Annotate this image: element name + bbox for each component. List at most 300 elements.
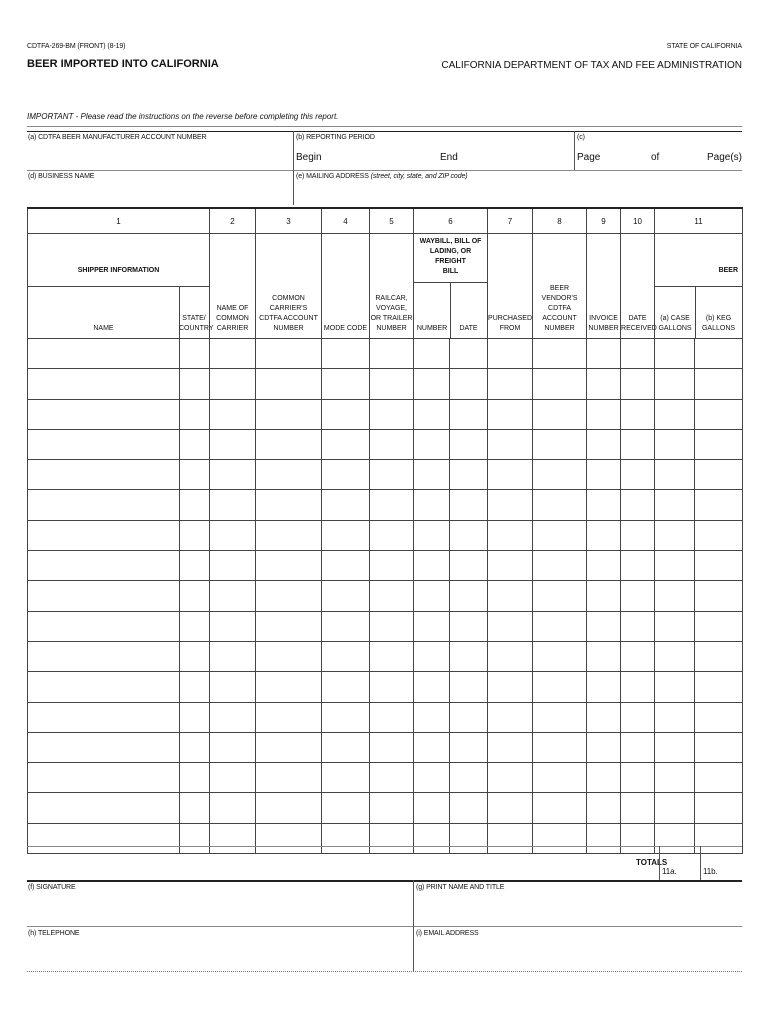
carrier-account-cell[interactable] bbox=[256, 672, 322, 702]
date-received-cell[interactable] bbox=[621, 611, 655, 641]
mailing-address-label bbox=[296, 173, 468, 180]
signature-label: (f) SIGNATURE bbox=[28, 884, 76, 891]
mode-code-cell[interactable] bbox=[322, 369, 370, 399]
carrier-account-cell[interactable] bbox=[256, 551, 322, 581]
waybill-number-cell[interactable] bbox=[414, 429, 450, 459]
state-country-cell[interactable] bbox=[180, 369, 210, 399]
railcar-header-line: OR TRAILER bbox=[370, 315, 413, 322]
purchased-from-cell[interactable] bbox=[488, 490, 533, 520]
date-received-cell[interactable] bbox=[621, 429, 655, 459]
railcar-cell[interactable] bbox=[370, 641, 414, 671]
name-cell[interactable] bbox=[28, 702, 180, 732]
state-country-cell[interactable] bbox=[180, 339, 210, 369]
purchased-from-cell[interactable] bbox=[488, 551, 533, 581]
invoice-number-cell[interactable] bbox=[587, 429, 621, 459]
purchased-from-cell[interactable] bbox=[488, 460, 533, 490]
waybill-number-cell[interactable] bbox=[414, 823, 450, 853]
case-gallons-cell[interactable] bbox=[655, 520, 695, 550]
date-received-cell[interactable] bbox=[621, 551, 655, 581]
carrier-account-header-line: COMMON CARRIER'S bbox=[269, 295, 308, 312]
waybill-number-cell[interactable] bbox=[414, 399, 450, 429]
state-country-header-line: STATE/ bbox=[182, 315, 206, 322]
waybill-number-cell[interactable] bbox=[414, 460, 450, 490]
mode-code-cell[interactable] bbox=[322, 823, 370, 853]
keg-gallons-cell[interactable] bbox=[695, 399, 743, 429]
carrier-name-cell[interactable] bbox=[210, 581, 256, 611]
print-name-field[interactable] bbox=[416, 894, 740, 924]
case-gallons-cell[interactable] bbox=[655, 490, 695, 520]
waybill-date-cell[interactable] bbox=[450, 702, 488, 732]
waybill-date-cell[interactable] bbox=[450, 732, 488, 762]
carrier-name-header-line: NAME OF bbox=[216, 305, 249, 312]
state-country-cell[interactable] bbox=[180, 551, 210, 581]
keg-gallons-cell[interactable] bbox=[695, 611, 743, 641]
carrier-account-cell[interactable] bbox=[256, 581, 322, 611]
waybill-number-cell[interactable] bbox=[414, 641, 450, 671]
table-row bbox=[28, 399, 743, 429]
waybill-date-cell[interactable] bbox=[450, 551, 488, 581]
totals-label: TOTALS bbox=[636, 858, 668, 867]
carrier-account-cell[interactable] bbox=[256, 490, 322, 520]
waybill-number-cell[interactable] bbox=[414, 732, 450, 762]
waybill-number-cell[interactable] bbox=[414, 581, 450, 611]
waybill-date-cell[interactable] bbox=[450, 793, 488, 823]
carrier-account-cell[interactable] bbox=[256, 793, 322, 823]
table-row bbox=[28, 369, 743, 399]
invoice-number-cell[interactable] bbox=[587, 763, 621, 793]
carrier-name-cell[interactable] bbox=[210, 702, 256, 732]
purchased-from-cell[interactable] bbox=[488, 732, 533, 762]
mode-code-cell[interactable] bbox=[322, 429, 370, 459]
case-gallons-cell[interactable] bbox=[655, 611, 695, 641]
waybill-date-cell[interactable] bbox=[450, 429, 488, 459]
case-gallons-cell[interactable] bbox=[655, 702, 695, 732]
waybill-number-cell[interactable] bbox=[414, 611, 450, 641]
waybill-date-cell[interactable] bbox=[450, 460, 488, 490]
carrier-name-cell[interactable] bbox=[210, 339, 256, 369]
date-received-cell[interactable] bbox=[621, 339, 655, 369]
name-cell[interactable] bbox=[28, 611, 180, 641]
page-number-field[interactable] bbox=[600, 148, 645, 166]
invoice-number-cell[interactable] bbox=[587, 520, 621, 550]
carrier-name-header bbox=[210, 234, 256, 339]
mode-code-cell[interactable] bbox=[322, 702, 370, 732]
name-cell[interactable] bbox=[28, 429, 180, 459]
name-cell[interactable] bbox=[28, 490, 180, 520]
keg-gallons-cell[interactable] bbox=[695, 581, 743, 611]
carrier-name-cell[interactable] bbox=[210, 460, 256, 490]
name-cell[interactable] bbox=[28, 672, 180, 702]
carrier-name-cell[interactable] bbox=[210, 793, 256, 823]
invoice-number-cell[interactable] bbox=[587, 369, 621, 399]
purchased-from-cell[interactable] bbox=[488, 611, 533, 641]
waybill-number-cell[interactable] bbox=[414, 520, 450, 550]
name-cell[interactable] bbox=[28, 339, 180, 369]
signature-field[interactable] bbox=[28, 894, 410, 924]
state-country-cell[interactable] bbox=[180, 429, 210, 459]
carrier-account-cell[interactable] bbox=[256, 399, 322, 429]
col-number: 5 bbox=[370, 208, 414, 234]
carrier-name-cell[interactable] bbox=[210, 369, 256, 399]
col-number: 1 bbox=[28, 208, 210, 234]
email-field[interactable] bbox=[416, 940, 740, 969]
state-country-cell[interactable] bbox=[180, 520, 210, 550]
case-gallons-cell[interactable] bbox=[655, 641, 695, 671]
col-number: 4 bbox=[322, 208, 370, 234]
total-pages-field[interactable] bbox=[663, 148, 703, 166]
vendor-account-cell[interactable] bbox=[533, 490, 587, 520]
carrier-account-cell[interactable] bbox=[256, 520, 322, 550]
keg-gallons-cell[interactable] bbox=[695, 763, 743, 793]
waybill-title-line: LADING, OR FREIGHT bbox=[429, 248, 472, 265]
vendor-account-cell[interactable] bbox=[533, 732, 587, 762]
mode-code-cell[interactable] bbox=[322, 551, 370, 581]
table-row bbox=[28, 520, 743, 550]
carrier-account-cell[interactable] bbox=[256, 369, 322, 399]
date-received-cell[interactable] bbox=[621, 823, 655, 853]
invoice-number-cell[interactable] bbox=[587, 823, 621, 853]
total-keg-gallons-field[interactable] bbox=[702, 848, 740, 878]
invoice-number-cell[interactable] bbox=[587, 641, 621, 671]
table-row bbox=[28, 763, 743, 793]
divider bbox=[659, 846, 660, 880]
state-country-cell[interactable] bbox=[180, 460, 210, 490]
case-gallons-cell[interactable] bbox=[655, 581, 695, 611]
carrier-account-cell[interactable] bbox=[256, 641, 322, 671]
mailing-address-field[interactable] bbox=[296, 182, 740, 204]
mode-code-cell[interactable] bbox=[322, 339, 370, 369]
carrier-account-cell[interactable] bbox=[256, 823, 322, 853]
vendor-account-cell[interactable] bbox=[533, 672, 587, 702]
name-cell[interactable] bbox=[28, 763, 180, 793]
case-gallons-cell[interactable] bbox=[655, 732, 695, 762]
vendor-account-cell[interactable] bbox=[533, 399, 587, 429]
end-field[interactable] bbox=[462, 148, 567, 166]
account-number-label: (a) CDTFA BEER MANUFACTURER ACCOUNT NUMBER bbox=[28, 134, 207, 141]
page-label: Page bbox=[577, 152, 601, 163]
page-count-label: (c) bbox=[577, 134, 585, 141]
of-label: of bbox=[651, 152, 660, 163]
railcar-cell[interactable] bbox=[370, 399, 414, 429]
table-row bbox=[28, 490, 743, 520]
waybill-date-cell[interactable] bbox=[450, 520, 488, 550]
purchased-from-cell[interactable] bbox=[488, 429, 533, 459]
carrier-account-header-line: NUMBER bbox=[273, 325, 304, 332]
vendor-account-cell[interactable] bbox=[533, 460, 587, 490]
name-cell[interactable] bbox=[28, 641, 180, 671]
column-number-row bbox=[28, 208, 743, 234]
vendor-account-cell[interactable] bbox=[533, 520, 587, 550]
name-cell[interactable] bbox=[28, 460, 180, 490]
vendor-account-header bbox=[533, 234, 587, 339]
waybill-number-cell[interactable] bbox=[414, 702, 450, 732]
invoice-number-cell[interactable] bbox=[587, 490, 621, 520]
waybill-number-cell[interactable] bbox=[414, 339, 450, 369]
state-country-cell[interactable] bbox=[180, 490, 210, 520]
invoice-number-cell[interactable] bbox=[587, 672, 621, 702]
waybill-date-cell[interactable] bbox=[450, 611, 488, 641]
vendor-account-cell[interactable] bbox=[533, 641, 587, 671]
railcar-cell[interactable] bbox=[370, 460, 414, 490]
waybill-number-cell[interactable] bbox=[414, 672, 450, 702]
railcar-cell[interactable] bbox=[370, 490, 414, 520]
mode-code-cell[interactable] bbox=[322, 763, 370, 793]
railcar-cell[interactable] bbox=[370, 823, 414, 853]
vendor-account-cell[interactable] bbox=[533, 339, 587, 369]
carrier-name-cell[interactable] bbox=[210, 732, 256, 762]
waybill-date-cell[interactable] bbox=[450, 339, 488, 369]
railcar-cell[interactable] bbox=[370, 763, 414, 793]
col-number: 2 bbox=[210, 208, 256, 234]
purchased-from-cell[interactable] bbox=[488, 520, 533, 550]
state-country-cell[interactable] bbox=[180, 702, 210, 732]
mode-code-cell[interactable] bbox=[322, 732, 370, 762]
date-received-cell[interactable] bbox=[621, 369, 655, 399]
keg-gallons-cell[interactable] bbox=[695, 429, 743, 459]
form-code: CDTFA-269-BM (FRONT) (8-19) bbox=[27, 43, 126, 50]
keg-gallons-cell[interactable] bbox=[695, 641, 743, 671]
state-country-cell[interactable] bbox=[180, 399, 210, 429]
case-gallons-cell[interactable] bbox=[655, 460, 695, 490]
carrier-account-cell[interactable] bbox=[256, 763, 322, 793]
waybill-number-cell[interactable] bbox=[414, 793, 450, 823]
carrier-name-cell[interactable] bbox=[210, 490, 256, 520]
railcar-cell[interactable] bbox=[370, 732, 414, 762]
vendor-account-cell[interactable] bbox=[533, 611, 587, 641]
carrier-name-cell[interactable] bbox=[210, 520, 256, 550]
begin-label: Begin bbox=[296, 152, 322, 163]
carrier-name-cell[interactable] bbox=[210, 611, 256, 641]
purchased-from-cell[interactable] bbox=[488, 763, 533, 793]
railcar-cell[interactable] bbox=[370, 369, 414, 399]
vendor-account-cell[interactable] bbox=[533, 369, 587, 399]
col-number: 11 bbox=[655, 208, 743, 234]
railcar-cell[interactable] bbox=[370, 672, 414, 702]
waybill-date-cell[interactable] bbox=[450, 763, 488, 793]
purchased-from-cell[interactable] bbox=[488, 399, 533, 429]
table-row bbox=[28, 551, 743, 581]
keg-gallons-cell[interactable] bbox=[695, 732, 743, 762]
invoice-number-cell[interactable] bbox=[587, 399, 621, 429]
purchased-from-cell[interactable] bbox=[488, 793, 533, 823]
waybill-number-cell[interactable] bbox=[414, 551, 450, 581]
name-header: NAME bbox=[93, 325, 114, 332]
state-country-cell[interactable] bbox=[180, 611, 210, 641]
purchased-from-header-line: FROM bbox=[499, 325, 521, 332]
case-gallons-header-line: (a) CASE bbox=[660, 315, 690, 322]
case-gallons-cell[interactable] bbox=[655, 763, 695, 793]
date-received-cell[interactable] bbox=[621, 490, 655, 520]
date-received-cell[interactable] bbox=[621, 399, 655, 429]
invoice-number-cell[interactable] bbox=[587, 732, 621, 762]
mode-code-cell[interactable] bbox=[322, 581, 370, 611]
state-country-cell[interactable] bbox=[180, 581, 210, 611]
carrier-name-cell[interactable] bbox=[210, 672, 256, 702]
keg-gallons-cell[interactable] bbox=[695, 551, 743, 581]
state-country-cell[interactable] bbox=[180, 823, 210, 853]
waybill-date-cell[interactable] bbox=[450, 490, 488, 520]
account-number-field[interactable] bbox=[28, 142, 290, 168]
case-gallons-cell[interactable] bbox=[655, 793, 695, 823]
mode-code-cell[interactable] bbox=[322, 672, 370, 702]
waybill-number-cell[interactable] bbox=[414, 490, 450, 520]
keg-gallons-cell[interactable] bbox=[695, 793, 743, 823]
vendor-account-cell[interactable] bbox=[533, 793, 587, 823]
date-received-cell[interactable] bbox=[621, 672, 655, 702]
keg-gallons-header-line: (b) KEG bbox=[705, 315, 732, 322]
invoice-number-cell[interactable] bbox=[587, 551, 621, 581]
invoice-number-cell[interactable] bbox=[587, 611, 621, 641]
state-country-cell[interactable] bbox=[180, 763, 210, 793]
table-row bbox=[28, 641, 743, 671]
carrier-account-cell[interactable] bbox=[256, 460, 322, 490]
carrier-name-cell[interactable] bbox=[210, 399, 256, 429]
railcar-cell[interactable] bbox=[370, 551, 414, 581]
carrier-name-cell[interactable] bbox=[210, 429, 256, 459]
waybill-title bbox=[414, 237, 487, 277]
carrier-name-cell[interactable] bbox=[210, 551, 256, 581]
railcar-cell[interactable] bbox=[370, 339, 414, 369]
case-gallons-cell[interactable] bbox=[655, 429, 695, 459]
date-received-cell[interactable] bbox=[621, 460, 655, 490]
keg-gallons-cell[interactable] bbox=[695, 672, 743, 702]
waybill-date-cell[interactable] bbox=[450, 641, 488, 671]
keg-gallons-cell[interactable] bbox=[695, 490, 743, 520]
state-country-cell[interactable] bbox=[180, 641, 210, 671]
keg-gallons-cell[interactable] bbox=[695, 702, 743, 732]
invoice-number-header bbox=[587, 234, 621, 339]
invoice-number-cell[interactable] bbox=[587, 793, 621, 823]
case-gallons-cell[interactable] bbox=[655, 551, 695, 581]
mode-code-cell[interactable] bbox=[322, 490, 370, 520]
purchased-from-cell[interactable] bbox=[488, 369, 533, 399]
waybill-number-cell[interactable] bbox=[414, 369, 450, 399]
case-gallons-cell[interactable] bbox=[655, 399, 695, 429]
name-cell[interactable] bbox=[28, 551, 180, 581]
railcar-cell[interactable] bbox=[370, 793, 414, 823]
mode-code-cell[interactable] bbox=[322, 399, 370, 429]
name-cell[interactable] bbox=[28, 581, 180, 611]
vendor-account-cell[interactable] bbox=[533, 763, 587, 793]
mode-code-cell[interactable] bbox=[322, 611, 370, 641]
case-gallons-cell[interactable] bbox=[655, 672, 695, 702]
purchased-from-cell[interactable] bbox=[488, 823, 533, 853]
begin-field[interactable] bbox=[330, 148, 430, 166]
carrier-name-cell[interactable] bbox=[210, 823, 256, 853]
name-cell[interactable] bbox=[28, 369, 180, 399]
mode-code-cell[interactable] bbox=[322, 793, 370, 823]
name-cell[interactable] bbox=[28, 793, 180, 823]
total-case-gallons-field[interactable] bbox=[661, 848, 699, 878]
vendor-account-cell[interactable] bbox=[533, 702, 587, 732]
carrier-account-cell[interactable] bbox=[256, 611, 322, 641]
waybill-date-header: DATE bbox=[459, 325, 478, 332]
date-received-cell[interactable] bbox=[621, 520, 655, 550]
mode-code-cell[interactable] bbox=[322, 520, 370, 550]
waybill-date-cell[interactable] bbox=[450, 672, 488, 702]
keg-gallons-header bbox=[695, 314, 742, 334]
date-received-cell[interactable] bbox=[621, 702, 655, 732]
purchased-from-cell[interactable] bbox=[488, 581, 533, 611]
carrier-account-cell[interactable] bbox=[256, 339, 322, 369]
date-received-cell[interactable] bbox=[621, 763, 655, 793]
keg-gallons-cell[interactable] bbox=[695, 339, 743, 369]
keg-gallons-cell[interactable] bbox=[695, 520, 743, 550]
case-gallons-cell[interactable] bbox=[655, 339, 695, 369]
purchased-from-cell[interactable] bbox=[488, 672, 533, 702]
vendor-account-cell[interactable] bbox=[533, 823, 587, 853]
keg-gallons-cell[interactable] bbox=[695, 369, 743, 399]
carrier-account-cell[interactable] bbox=[256, 732, 322, 762]
col-number: 9 bbox=[587, 208, 621, 234]
carrier-name-cell[interactable] bbox=[210, 763, 256, 793]
date-received-cell[interactable] bbox=[621, 581, 655, 611]
reporting-period-label: (b) REPORTING PERIOD bbox=[296, 134, 375, 141]
mode-code-cell[interactable] bbox=[322, 460, 370, 490]
keg-gallons-cell[interactable] bbox=[695, 460, 743, 490]
purchased-from-cell[interactable] bbox=[488, 641, 533, 671]
purchased-from-cell[interactable] bbox=[488, 702, 533, 732]
invoice-number-cell[interactable] bbox=[587, 581, 621, 611]
carrier-account-cell[interactable] bbox=[256, 429, 322, 459]
date-received-cell[interactable] bbox=[621, 641, 655, 671]
railcar-header-line: RAILCAR, bbox=[375, 295, 408, 302]
carrier-name-cell[interactable] bbox=[210, 641, 256, 671]
table-row bbox=[28, 611, 743, 641]
railcar-cell[interactable] bbox=[370, 611, 414, 641]
invoice-number-header-line: INVOICE bbox=[589, 315, 618, 322]
carrier-account-cell[interactable] bbox=[256, 702, 322, 732]
state-country-header-line: COUNTRY bbox=[179, 325, 214, 332]
waybill-date-cell[interactable] bbox=[450, 399, 488, 429]
invoice-number-cell[interactable] bbox=[587, 460, 621, 490]
state-country-cell[interactable] bbox=[180, 793, 210, 823]
waybill-date-cell[interactable] bbox=[450, 581, 488, 611]
vendor-account-cell[interactable] bbox=[533, 581, 587, 611]
col-number: 3 bbox=[256, 208, 322, 234]
railcar-cell[interactable] bbox=[370, 702, 414, 732]
waybill-date-cell[interactable] bbox=[450, 823, 488, 853]
waybill-date-cell[interactable] bbox=[450, 369, 488, 399]
total-case-gallons-label: 11a. bbox=[662, 867, 677, 876]
total-keg-gallons-label: 11b. bbox=[703, 867, 718, 876]
railcar-cell[interactable] bbox=[370, 429, 414, 459]
vendor-account-cell[interactable] bbox=[533, 429, 587, 459]
date-received-cell[interactable] bbox=[621, 793, 655, 823]
railcar-cell[interactable] bbox=[370, 581, 414, 611]
carrier-name-header-line: CARRIER bbox=[216, 325, 249, 332]
name-cell[interactable] bbox=[28, 520, 180, 550]
telephone-field[interactable] bbox=[28, 940, 410, 969]
name-cell[interactable] bbox=[28, 399, 180, 429]
case-gallons-cell[interactable] bbox=[655, 369, 695, 399]
name-cell[interactable] bbox=[28, 823, 180, 853]
vendor-account-cell[interactable] bbox=[533, 551, 587, 581]
waybill-number-cell[interactable] bbox=[414, 763, 450, 793]
date-received-cell[interactable] bbox=[621, 732, 655, 762]
state-country-cell[interactable] bbox=[180, 732, 210, 762]
name-cell[interactable] bbox=[28, 732, 180, 762]
carrier-account-header-line: CDTFA ACCOUNT bbox=[259, 315, 318, 322]
column-header-row bbox=[28, 234, 743, 339]
invoice-number-cell[interactable] bbox=[587, 702, 621, 732]
business-name-field[interactable] bbox=[28, 182, 290, 204]
railcar-cell[interactable] bbox=[370, 520, 414, 550]
state-country-cell[interactable] bbox=[180, 672, 210, 702]
purchased-from-cell[interactable] bbox=[488, 339, 533, 369]
invoice-number-cell[interactable] bbox=[587, 339, 621, 369]
mode-code-cell[interactable] bbox=[322, 641, 370, 671]
